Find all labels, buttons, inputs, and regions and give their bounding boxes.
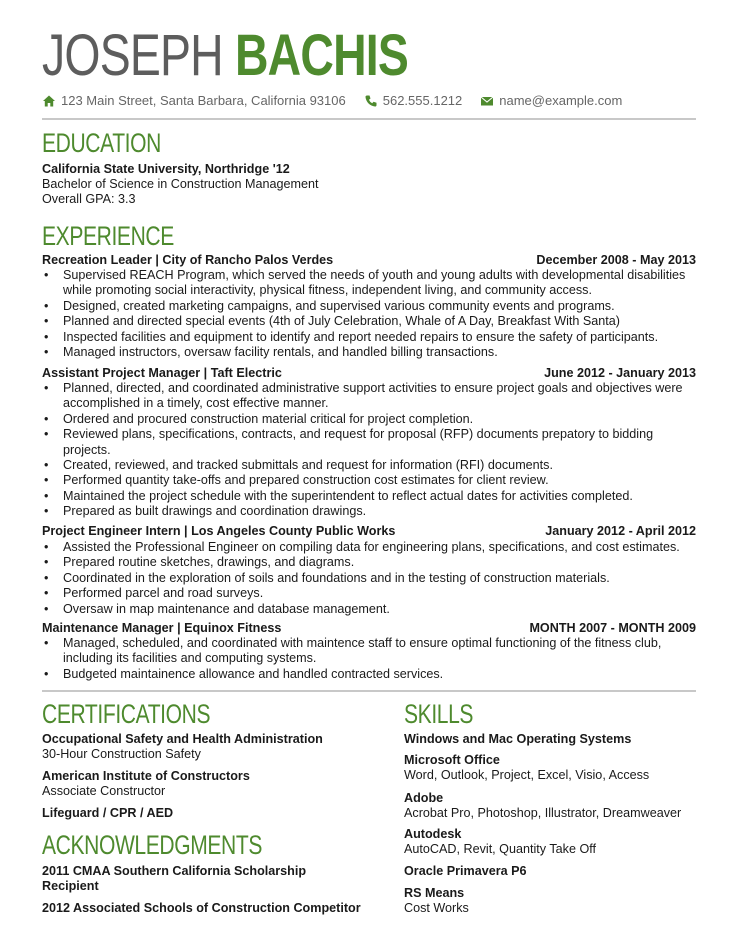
job-header [42, 524, 696, 539]
skill-detail: AutoCAD, Revit, Quantity Take Off [404, 842, 597, 856]
job-header [42, 621, 696, 636]
list-item: • Performed quantity take-offs and prepared construction cost estimates for client review. [42, 473, 696, 488]
list-item: • Maintained the project schedule with the superintendent to reflect actual dates for activities completed. [42, 489, 696, 504]
resume-name [42, 20, 408, 92]
list-item: • Prepared as built drawings and coordination drawings. [42, 504, 696, 519]
contact-line [42, 93, 622, 108]
first-name: JOSEPH [42, 23, 223, 88]
job-role: Maintenance Manager | Equinox Fitness [42, 621, 282, 635]
list-item: • Prepared routine sketches, drawings, and diagrams. [42, 555, 696, 570]
skill-name: Oracle Primavera P6 [404, 864, 527, 878]
list-item: • Planned and directed special events (4th of July Celebration, Whale of A Day, Breakfast With Santa) [42, 314, 696, 329]
job-bullets [42, 636, 696, 682]
home-icon [42, 94, 56, 108]
job-bullets [42, 540, 696, 617]
acknowledgment-item: 2012 Associated Schools of Construction Competitor [42, 901, 361, 915]
cert-detail: Associate Constructor [42, 784, 166, 798]
last-name: BACHIS [234, 23, 409, 88]
job-dates: January 2012 - April 2012 [545, 524, 696, 538]
list-item: • Inspected facilities and equipment to identify and report needed repairs to ensure the safety of participants. [42, 330, 696, 345]
skill-name: Microsoft Office [404, 753, 500, 767]
cert-name: Lifeguard / CPR / AED [42, 806, 174, 820]
email: name@example.com [499, 93, 623, 108]
address: 123 Main Street, Santa Barbara, California 93106 [61, 93, 346, 108]
education-heading: EDUCATION [42, 128, 161, 158]
list-item: • Supervised REACH Program, which served the needs of youth and young adults with developmental disabilities while promoting social interactivity, physical fitness, independent living, and community access. [42, 268, 696, 299]
cert-name: American Institute of Constructors [42, 769, 250, 783]
education-gpa: Overall GPA: 3.3 [42, 192, 136, 206]
cert-detail: 30-Hour Construction Safety [42, 747, 201, 761]
job-header [42, 253, 696, 268]
job-dates: MONTH 2007 - MONTH 2009 [529, 621, 696, 635]
list-item: • Managed, scheduled, and coordinated with maintence staff to ensure optimal functioning of the fitness club, including its facilities and computing systems. [42, 636, 696, 667]
cert-name: Occupational Safety and Health Administration [42, 732, 323, 746]
list-item: • Planned, directed, and coordinated administrative support activities to ensure project goals and objectives were accomplished in a timely, cost effective manner. [42, 381, 696, 412]
skill-name: RS Means [404, 886, 465, 900]
list-item: • Designed, created marketing campaigns, and supervised various community events and programs. [42, 299, 696, 314]
skill-name: Adobe [404, 791, 444, 805]
section-divider [42, 690, 696, 692]
education-school: California State University, Northridge '12 [42, 162, 290, 176]
job-role: Recreation Leader | City of Rancho Palos Verdes [42, 253, 334, 267]
acknowledgments-heading: ACKNOWLEDGMENTS [42, 830, 262, 860]
list-item: • Created, reviewed, and tracked submittals and request for information (RFI) documents. [42, 458, 696, 473]
job-role: Project Engineer Intern | Los Angeles County Public Works [42, 524, 396, 538]
skill-name: Autodesk [404, 827, 462, 841]
skills-heading: SKILLS [404, 699, 474, 729]
list-item: • Oversaw in map maintenance and database management. [42, 602, 696, 617]
skill-detail: Acrobat Pro, Photoshop, Illustrator, Dreamweaver [404, 806, 682, 820]
skill-detail: Cost Works [404, 901, 469, 915]
job-dates: December 2008 - May 2013 [536, 253, 696, 267]
list-item: • Coordinated in the exploration of soils and foundations and in the testing of construction materials. [42, 571, 696, 586]
job-bullets [42, 268, 696, 360]
experience-heading: EXPERIENCE [42, 221, 174, 251]
job-role: Assistant Project Manager | Taft Electric [42, 366, 282, 380]
certifications-heading: CERTIFICATIONS [42, 699, 211, 729]
skill-detail: Word, Outlook, Project, Excel, Visio, Access [404, 768, 650, 782]
list-item: • Budgeted maintainence allowance and handled contracted services. [42, 667, 696, 682]
list-item: • Managed instructors, oversaw facility rentals, and handled billing transactions. [42, 345, 696, 360]
list-item: • Ordered and procured construction material critical for project completion. [42, 412, 696, 427]
phone-icon [364, 94, 378, 108]
list-item: • Assisted the Professional Engineer on compiling data for engineering plans, specifications, and cost estimates. [42, 540, 696, 555]
skill-name: Windows and Mac Operating Systems [404, 732, 632, 746]
phone: 562.555.1212 [382, 93, 463, 108]
header-divider [42, 118, 696, 120]
education-degree: Bachelor of Science in Construction Management [42, 177, 319, 191]
job-bullets [42, 381, 696, 520]
list-item: • Performed parcel and road surveys. [42, 586, 696, 601]
job-dates: June 2012 - January 2013 [544, 366, 696, 380]
envelope-icon [480, 94, 494, 108]
job-header [42, 366, 696, 381]
acknowledgment-item: 2011 CMAA Southern California Scholarship Recipient [42, 864, 307, 893]
list-item: • Reviewed plans, specifications, contracts, and request for proposal (RFP) documents prepatory to bidding projects. [42, 427, 696, 458]
